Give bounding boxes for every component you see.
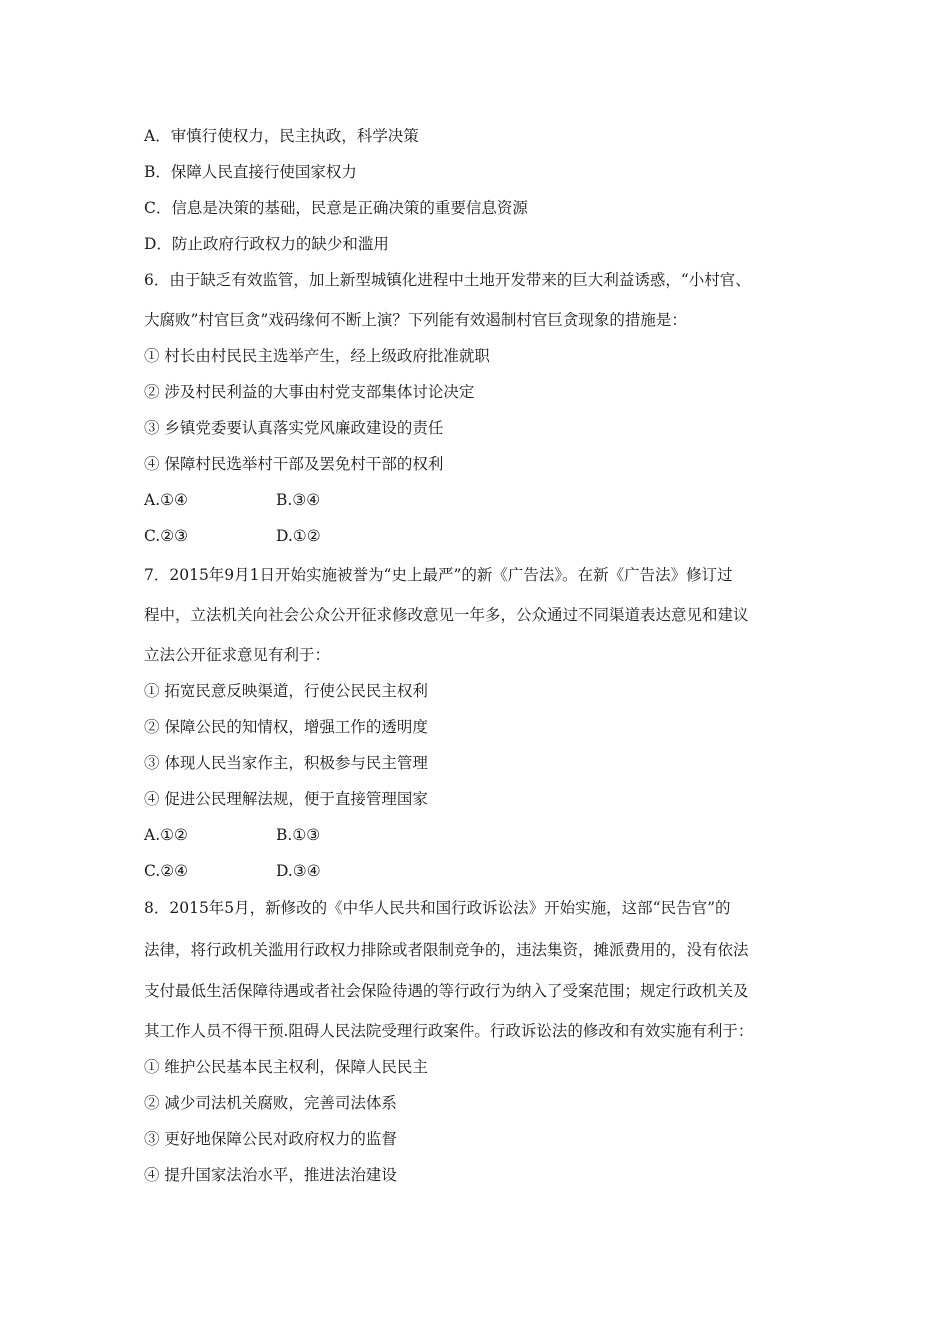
q8-stem-line-1: 8．2015年5月，新修改的《中华人民共和国行政诉讼法》开始实施，这部“民告官”的: [144, 899, 731, 917]
q8-stem-line-2: 法律，将行政机关滥用行政权力排除或者限制竞争的，违法集资，摊派费用的，没有依法: [144, 941, 749, 959]
q7-stem-line-1: 7．2015年9月1日开始实施被誉为“史上最严”的新《广告法》。在新《广告法》修订过: [144, 566, 733, 584]
q6-item-4: ④ 保障村民选举村干部及罢免村干部的权利: [144, 455, 444, 473]
q8-item-4: ④ 提升国家法治水平，推进法治建设: [144, 1166, 397, 1184]
q6-stem-line-2: 大腐败”村官巨贪”戏码缘何不断上演？下列能有效遏制村官巨贪现象的措施是：: [144, 311, 687, 329]
q8-item-2: ② 减少司法机关腐败，完善司法体系: [144, 1094, 397, 1112]
q7-item-2: ② 保障公民的知情权，增强工作的透明度: [144, 718, 428, 736]
q8-item-3: ③ 更好地保障公民对政府权力的监督: [144, 1130, 397, 1148]
q6-item-1: ① 村长由村民民主选举产生，经上级政府批准就职: [144, 347, 490, 365]
q5-option-a: A．审慎行使权力，民主执政，科学决策: [144, 127, 419, 145]
q6-option-a: A.①④: [144, 491, 188, 509]
q6-option-b: B.③④: [276, 491, 321, 509]
q7-stem-line-3: 立法公开征求意见有利于：: [144, 646, 331, 664]
q7-option-a: A.①②: [144, 826, 188, 844]
q6-stem-line-1: 6．由于缺乏有效监管，加上新型城镇化进程中土地开发带来的巨大利益诱惑，“小村官、: [144, 271, 751, 289]
q8-stem-line-3: 支付最低生活保障待遇或者社会保险待遇的等行政行为纳入了受案范围；规定行政机关及: [144, 982, 749, 1000]
q8-item-1: ① 维护公民基本民主权利，保障人民民主: [144, 1058, 428, 1076]
q7-option-d: D.③④: [276, 862, 321, 880]
q7-option-c: C.②④: [144, 862, 189, 880]
q6-item-3: ③ 乡镇党委要认真落实党风廉政建设的责任: [144, 419, 444, 437]
q6-option-d: D.①②: [276, 527, 321, 545]
q5-option-d: D．防止政府行政权力的缺少和滥用: [144, 235, 389, 253]
q8-stem-line-4: 其工作人员不得干预.阻碍人民法院受理行政案件。行政诉讼法的修改和有效实施有利于：: [144, 1022, 754, 1040]
q7-stem-line-2: 程中，立法机关向社会公众公开征求修改意见一年多，公众通过不同渠道表达意见和建议: [144, 606, 749, 624]
q5-option-c: C．信息是决策的基础，民意是正确决策的重要信息资源: [144, 199, 528, 217]
q7-item-3: ③ 体现人民当家作主，积极参与民主管理: [144, 754, 428, 772]
q5-option-b: B．保障人民直接行使国家权力: [144, 163, 357, 181]
q7-item-4: ④ 促进公民理解法规，便于直接管理国家: [144, 790, 428, 808]
q6-item-2: ② 涉及村民利益的大事由村党支部集体讨论决定: [144, 383, 475, 401]
q6-option-c: C.②③: [144, 527, 189, 545]
q7-option-b: B.①③: [276, 826, 321, 844]
q7-item-1: ① 拓宽民意反映渠道，行使公民民主权利: [144, 682, 428, 700]
